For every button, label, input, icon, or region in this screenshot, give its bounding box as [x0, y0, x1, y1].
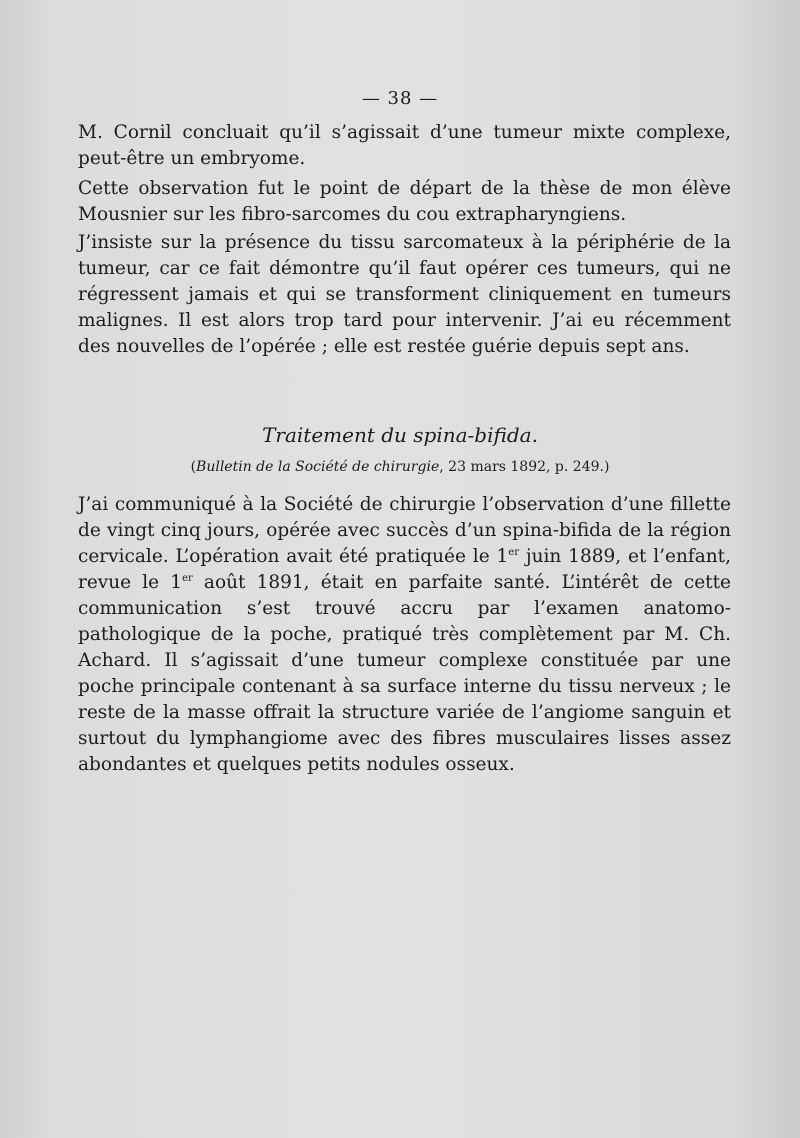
- page-number: — 38 —: [361, 88, 439, 109]
- paragraph-cornil: M. Cornil concluait qu’il s’agissait d’une tumeur mixte complexe, peut-être un embryome.: [78, 122, 731, 169]
- body-part-1: J’ai communiqué à la Société de chirurgie l’observation d’une fillette de vingt cinq jours, opérée avec succès d’un spina-bifida de la région cervicale. L’opération avait été pratiquée le 1: [78, 494, 731, 567]
- source-journal: Bulletin de la Société de chirurgie: [196, 459, 440, 475]
- paragraph-spina-bifida: [78, 492, 731, 778]
- body-part-2: juin 1889, et l’enfant, revue le 1: [78, 546, 731, 593]
- body-part-3: août 1891, était en parfaite santé. L’intérêt de cette communication s’est trouvé accru par l’examen anatomo-pathologique de la poche, pratiqué très complètement par M. Ch. Achard. Il s’agissait d’une tumeur complexe constituée par une poche principale contenant à sa surface interne du tissu nerveux ; le reste de la masse offrait la structure variée de l’angiome sanguin et surtout du lymphangiome avec des fibres musculaires lisses assez abondantes et quelques petits nodules osseux.: [78, 572, 731, 775]
- superscript-er-1: er: [508, 546, 519, 558]
- paragraph-sarcomateux: J’insiste sur la présence du tissu sarcomateux à la périphérie de la tumeur, car ce fait démontre qu’il faut opérer ces tumeurs, qui ne régressent jamais et qui se transforment cliniquement en tumeurs malignes. Il est alors trop tard pour intervenir. J’ai eu récemment des nouvelles de l’opérée ; elle est restée guérie depuis sept ans.: [78, 232, 731, 357]
- paragraph-observation: Cette observation fut le point de départ de la thèse de mon élève Mousnier sur les fibro-sarcomes du cou extrapharyngiens.: [78, 178, 731, 225]
- source-details: , 23 mars 1892, p. 249.): [439, 459, 610, 475]
- source-open: (: [190, 459, 197, 475]
- superscript-er-2: er: [182, 572, 193, 584]
- section-title: Traitement du spina-bifida.: [262, 423, 538, 447]
- section-source: [0, 459, 800, 475]
